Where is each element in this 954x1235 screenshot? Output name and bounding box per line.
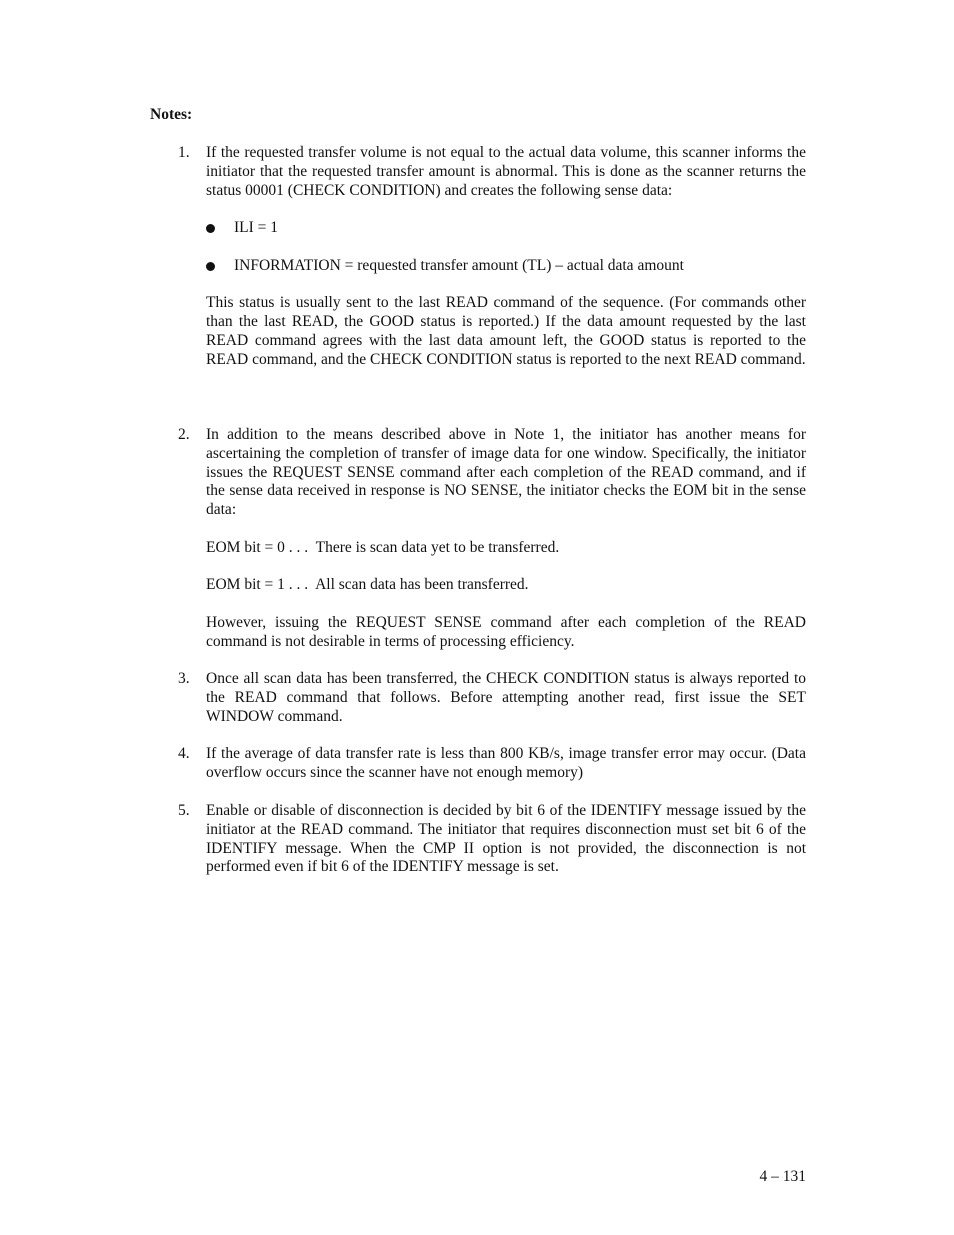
note-number: 1. — [178, 144, 190, 161]
page-number: 4 – 131 — [759, 1168, 806, 1185]
list-item-text: INFORMATION = requested transfer amount (TL) – actual data amount — [234, 256, 684, 274]
note-paragraph: If the requested transfer volume is not equal to the actual data volume, this scanner informs the initiator that the requested transfer amount is abnormal. This is done as the scanner returns the status 00001 (CHECK CONDITION) and creates the following sense data: — [206, 144, 806, 199]
note-body — [206, 802, 806, 877]
note-body — [206, 426, 806, 652]
note-paragraph: This status is usually sent to the last READ command of the sequence. (For commands other than the last READ, the GOOD status is reported.) If the data amount requested by the last READ command agrees with the last data amount left, the GOOD status is reported to the READ command, and the CHECK CONDITION status is reported to the next READ command. — [206, 294, 806, 368]
list-item-text: ILI = 1 — [234, 219, 279, 237]
note-3 — [178, 670, 806, 726]
note-number: 3. — [178, 670, 190, 687]
bullet-icon — [206, 224, 215, 233]
notes-heading: Notes: — [150, 106, 193, 123]
note-number: 4. — [178, 745, 190, 762]
note-body — [206, 144, 806, 370]
note-body — [206, 670, 806, 726]
sense-data-list — [206, 219, 806, 275]
note-2 — [178, 426, 806, 652]
eom-bit-0-line: EOM bit = 0 . . . There is scan data yet to be transferred. — [206, 538, 560, 556]
note-body — [206, 745, 806, 783]
note-paragraph: If the average of data transfer rate is less than 800 KB/s, image transfer error may occur. (Data overflow occurs since the scanner have not enough memory) — [206, 745, 806, 781]
note-number: 5. — [178, 802, 190, 819]
list-item — [206, 257, 806, 276]
list-item — [206, 219, 806, 238]
note-paragraph: However, issuing the REQUEST SENSE command after each completion of the READ command is not desirable in terms of processing efficiency. — [206, 613, 806, 650]
note-paragraph: Once all scan data has been transferred, the CHECK CONDITION status is always reported to the READ command that follows. Before attempting another read, first issue the SET WINDOW command. — [206, 670, 806, 725]
note-number: 2. — [178, 426, 190, 443]
note-paragraph: Enable or disable of disconnection is decided by bit 6 of the IDENTIFY message issued by the initiator at the READ command. The initiator that requires disconnection must set bit 6 of the IDENTIFY message. When the CMP II option is not provided, the disconnection is not performed even if bit 6 of the IDENTIFY message is set. — [206, 802, 806, 876]
bullet-icon — [206, 262, 215, 271]
note-4 — [178, 745, 806, 783]
note-paragraph: In addition to the means described above in Note 1, the initiator has another means for ascertaining the completion of transfer of image data for one window. Specifically, the initiator issues the REQUEST SENSE command after each completion of the READ command, and if the sense data received in response is NO SENSE, the initiator checks the EOM bit in the sense data: — [206, 426, 806, 519]
eom-bit-1-line: EOM bit = 1 . . . All scan data has been transferred. — [206, 576, 529, 594]
note-5 — [178, 802, 806, 877]
note-1 — [178, 144, 806, 370]
